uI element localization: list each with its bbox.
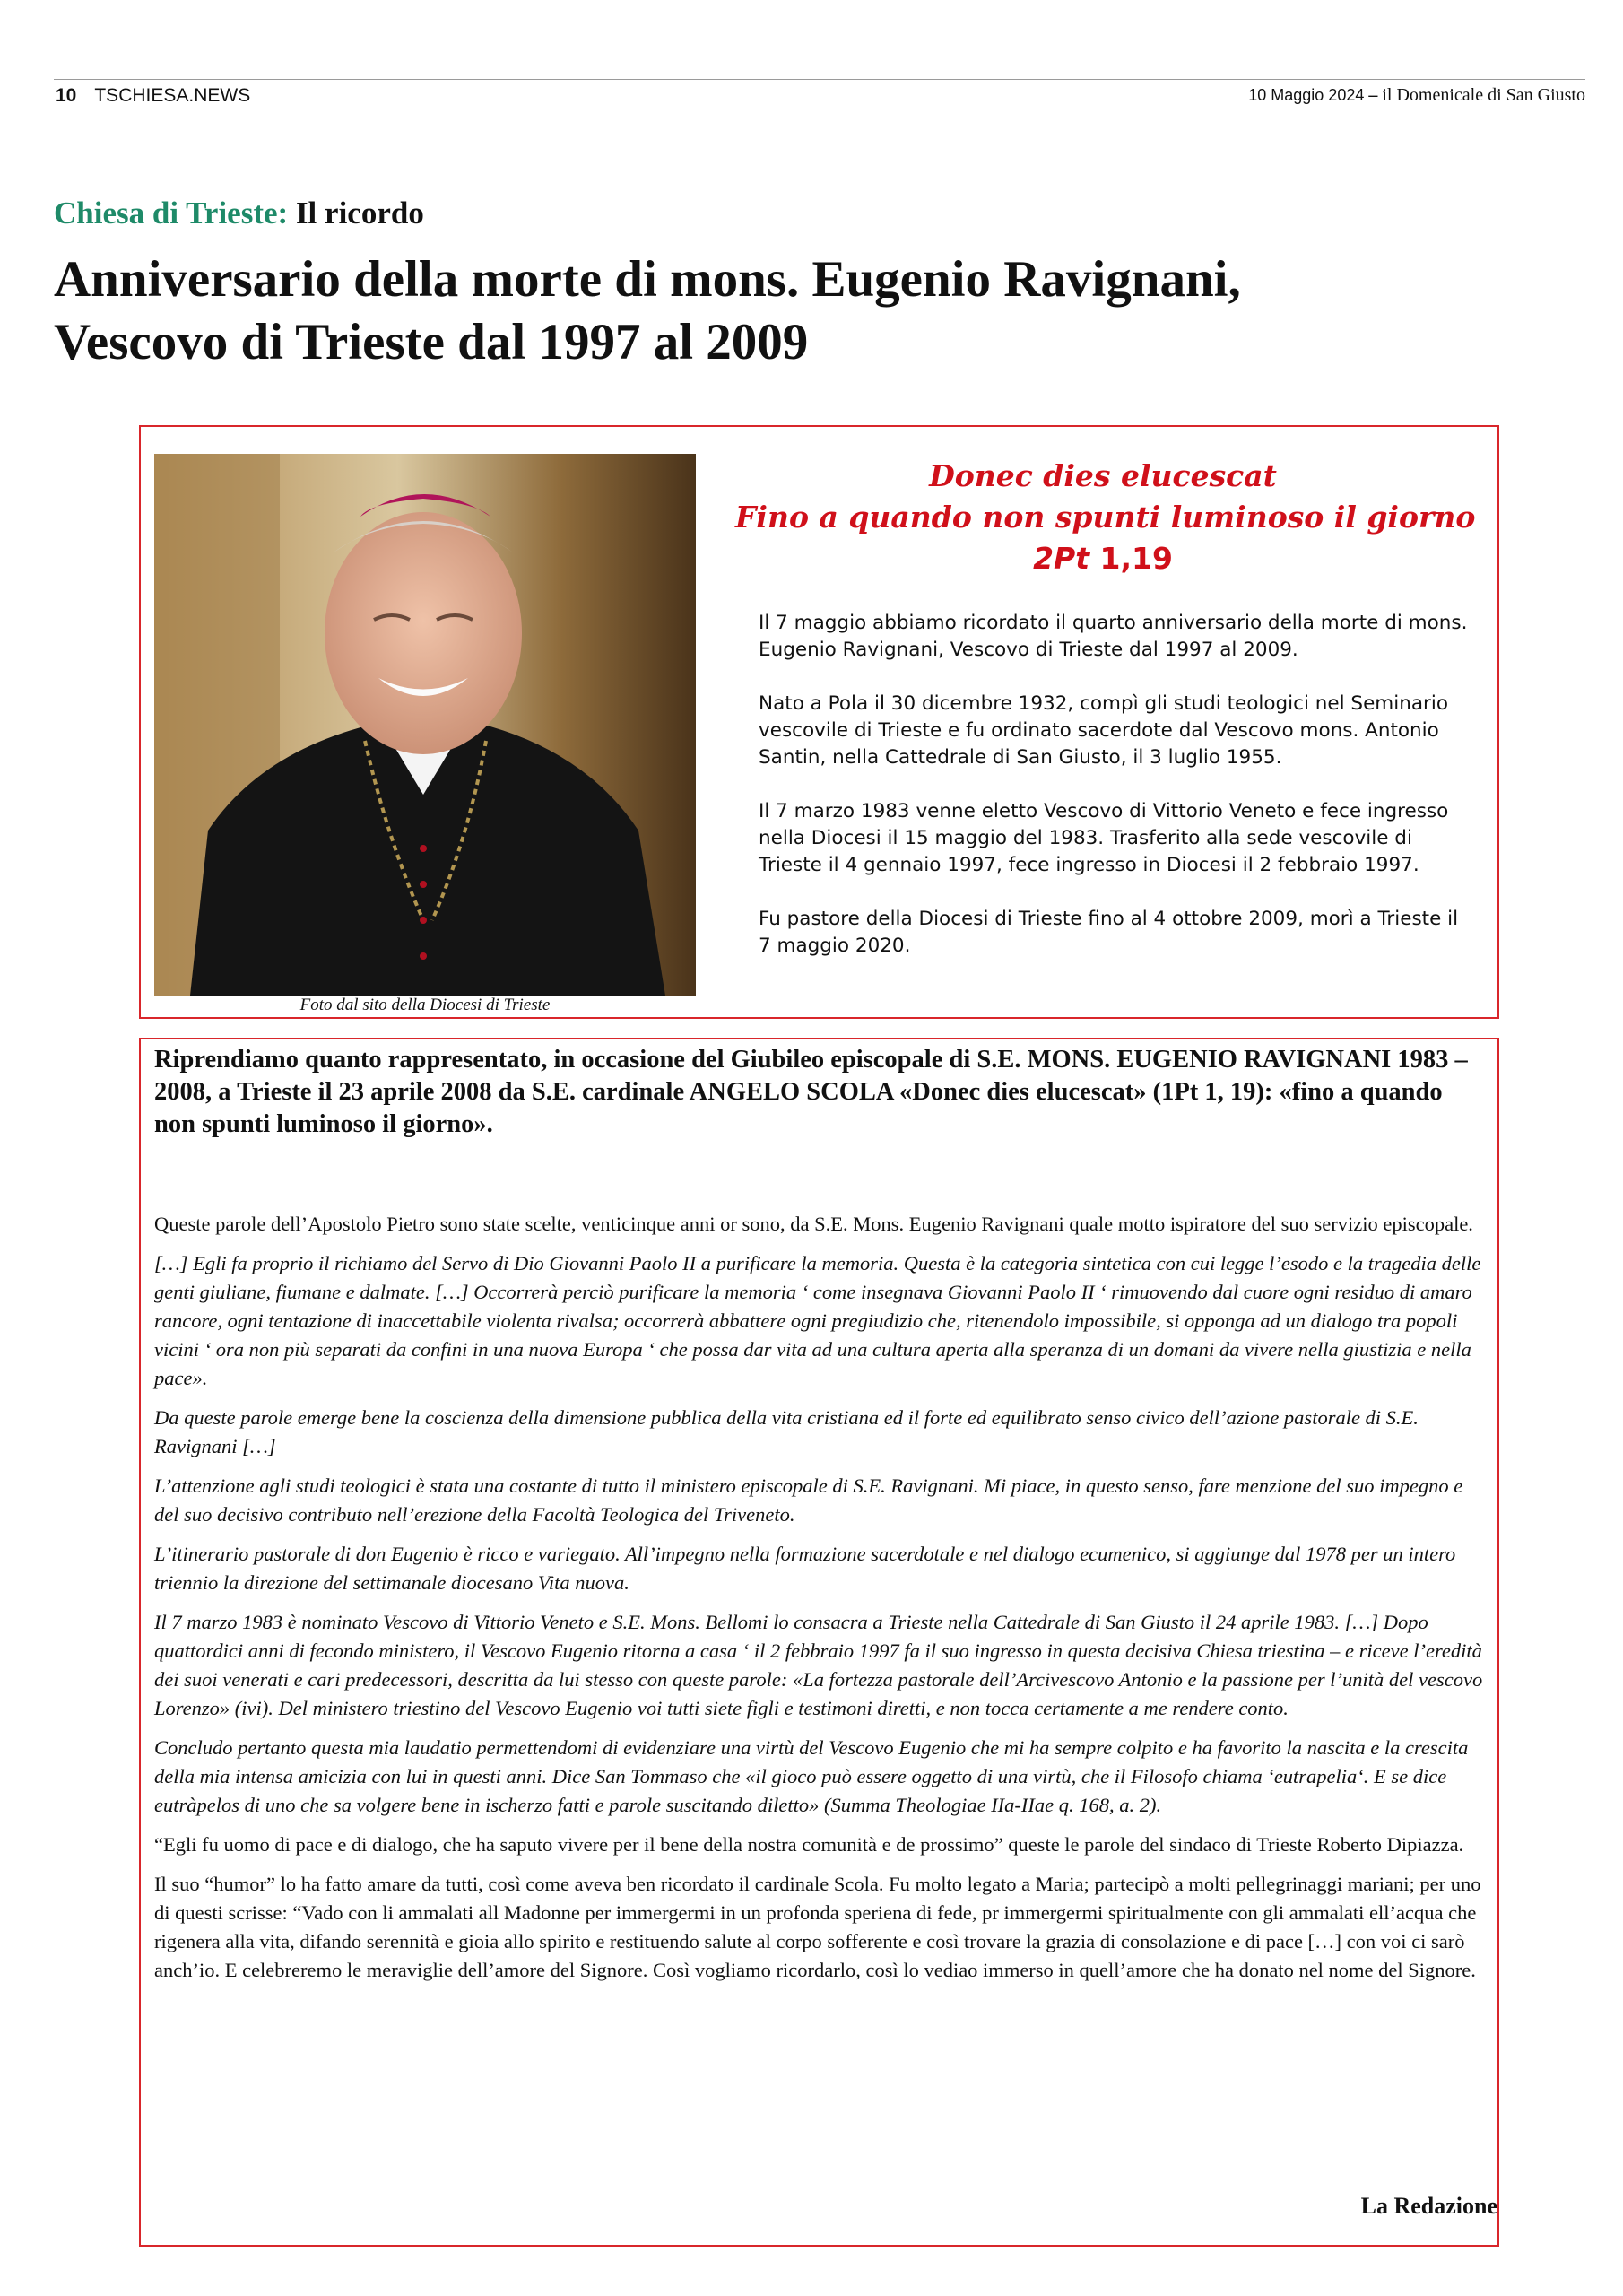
article-headline [54,248,1578,374]
photo-caption: Foto dal sito della Diocesi di Trieste [299,996,551,1014]
header-separator: – [1368,85,1378,105]
body-paragraph: L’itinerario pastorale di don Eugenio è ricco e variegato. All’impegno nella formazione sacerdotale e nel dialogo ecumenico, si aggiunge dal 1978 per un intero triennio la direzione del settimanale diocesano Vita nuova. [154,1543,1456,1594]
body-paragraph: Il suo “humor” lo ha fatto amare da tutti, così come aveva ben ricordato il cardinale Scola. Fu molto legato a Maria; partecipò a molti pellegrinaggi mariani; per uno di questi scrisse: “Vado con li ammalati all Madonne per immergermi in un profonda sperienа di fede, pr immergermi spiritualmente con gli ammalati ell’acqua che rigenera alla vita, difando serennità e gioia allo spirito e restituendo salute al corpo sofferente e così trovare la grazia di consolazione e di pace […] con voi ci sarò anch’io. E celebreremo le meraviglie dell’amore del Signore. Così vogliamo ricordarlo, così lo vediao immerso in quell’amore che ha donato nel nome del Signore. [154,1873,1481,1981]
header-right [1248,85,1585,106]
motto-block [735,456,1476,579]
bishop-photo [154,454,696,996]
biography [759,610,1476,987]
homily-intro: Riprendiamo quanto rappresentato, in occasione del Giubileo episcopale di S.E. MONS. EUGENIO RAVIGNANI 1983 – 2008, a Trieste il 23 aprile 2008 da S.E. cardinale ANGELO SCOLA «Donec dies elucescat» (1Pt 1, 19): «fino a quando non spunti luminoso il giorno». [154,1046,1468,1138]
signature: La Redazione [1360,2193,1497,2219]
body-paragraph: […] Egli fa proprio il richiamo del Servo di Dio Giovanni Paolo II a purificare la memoria. Questa è la categoria sintetica con cui legge l’esodo e la tragedia delle genti giuliane, fiumane e dalmate. […] Occorrerà perciò purificare la memoria ‘ come insegnava Giovanni Paolo II ‘ rimuovendo dal cuore ogni residuo di amaro rancore, ogni tentazione di inaccettabile violenta rivalsa; occorrerà abbattere ogni pregiudizio che, ritenendolo impossibile, si opponga ad un dialogo tra popoli vicini ‘ ora non più separati da confini in una nuova Europa ‘ che possa dar vita ad una cultura aperta alla speranza di un domani da vivere nella giustizia e nella pace». [154,1252,1481,1389]
section-kicker [54,196,424,231]
section-label: Chiesa di Trieste: [54,196,289,230]
homily-body [154,1210,1487,1996]
headline-line-2: Vescovo di Trieste dal 1997 al 2009 [54,314,809,370]
running-header [54,79,1585,109]
body-paragraph: Queste parole dell’Apostolo Pietro sono state scelte, venticinque anni or sono, da S.E. Mons. Eugenio Ravignani quale motto ispiratore del suo servizio episcopale. [154,1213,1473,1235]
motto-ref-verse: 1,19 [1089,541,1173,576]
bio-paragraph: Il 7 marzo 1983 venne eletto Vescovo di Vittorio Veneto e fece ingresso nella Diocesi il 15 maggio del 1983. Trasferito alla sede vescovile di Trieste il 4 gennaio 1997, fece ingresso in Diocesi il 2 febbraio 1997. [759,800,1449,876]
section-sublabel: Il ricordo [295,196,424,230]
page-number: 10 [56,85,77,106]
motto-latin: Donec dies elucescat [929,458,1277,493]
body-paragraph: Da queste parole emerge bene la coscienza della dimensione pubblica della vita cristiana ed il forte ed equilibrato senso civico dell’azione pastorale di S.E. Ravignani […] [154,1406,1419,1457]
body-paragraph: L’attenzione agli studi teologici è stata una costante di tutto il ministero episcopale di S.E. Ravignani. Mi piace, in questo senso, fare menzione del suo impegno e del suo decisivo contributo nell’erezione della Facoltà Teologica del Triveneto. [154,1474,1463,1526]
issue-date: 10 Maggio 2024 [1248,86,1365,104]
motto-reference [735,538,1471,579]
bio-paragraph: Il 7 maggio abbiamo ricordato il quarto anniversario della morte di mons. Eugenio Ravignani, Vescovo di Trieste dal 1997 al 2009. [759,612,1468,661]
motto-italian: Fino a quando non spunti luminoso il giorno [735,500,1476,535]
site-name: TSCHIESA.NEWS [94,85,251,106]
motto-ref-book: 2Pt [1033,541,1089,576]
body-paragraph: Concludo pertanto questa mia laudatio permettendomi di evidenziare una virtù del Vescovo Eugenio che mi ha sempre colpito e ha favorito la nascita e la crescita della mia intensa amicizia con lui in questi anni. Dice San Tommaso che «il gioco può essere oggetto di una virtù, che il Filosofo chiama ‘eutrapelia‘. E se dice eutràpelos di uno che sa volgere bene in ischerzo fatti e parole suscitando diletto» (Summa Theologiae IIa-IIae q. 168, a. 2). [154,1736,1469,1816]
header-left [56,85,250,107]
body-paragraph: Il 7 marzo 1983 è nominato Vescovo di Vittorio Veneto e S.E. Mons. Bellomi lo consacra a Trieste nella Cattedrale di San Giusto il 24 aprile 1983. […] Dopo quattordici anni di fecondo ministero, il Vescovo Eugenio ritorna a casa ‘ il 2 febbraio 1997 fa il suo ingresso in questa decisiva Chiesa triestina – e riceve l’eredità dei suoi venerati e cari predecessori, descritta da lui stesso con queste parole: «La fortezza pastorale dell’Arcivescovo Antonio e la passione per l’unità del vescovo Lorenzo» (ivi). Del ministero triestino del Vescovo Eugenio voi tutti siete figli e testimoni diretti, e non tocca certamente a me rendere conto. [154,1611,1483,1719]
bio-paragraph: Fu pastore della Diocesi di Trieste fino al 4 ottobre 2009, morì a Trieste il 7 maggio 2020. [759,908,1459,957]
body-paragraph: “Egli fu uomo di pace e di dialogo, che ha saputo vivere per il bene della nostra comunità e de prossimo” queste le parole del sindaco di Trieste Roberto Dipiazza. [154,1833,1464,1856]
headline-line-1: Anniversario della morte di mons. Eugenio Ravignani, [54,251,1241,308]
bio-paragraph: Nato a Pola il 30 dicembre 1932, compì gli studi teologici nel Seminario vescovile di Trieste e fu ordinato sacerdote dal Vescovo mons. Antonio Santin, nella Cattedrale di San Giusto, il 3 luglio 1955. [759,692,1448,769]
publication-name: il Domenicale di San Giusto [1382,85,1585,105]
